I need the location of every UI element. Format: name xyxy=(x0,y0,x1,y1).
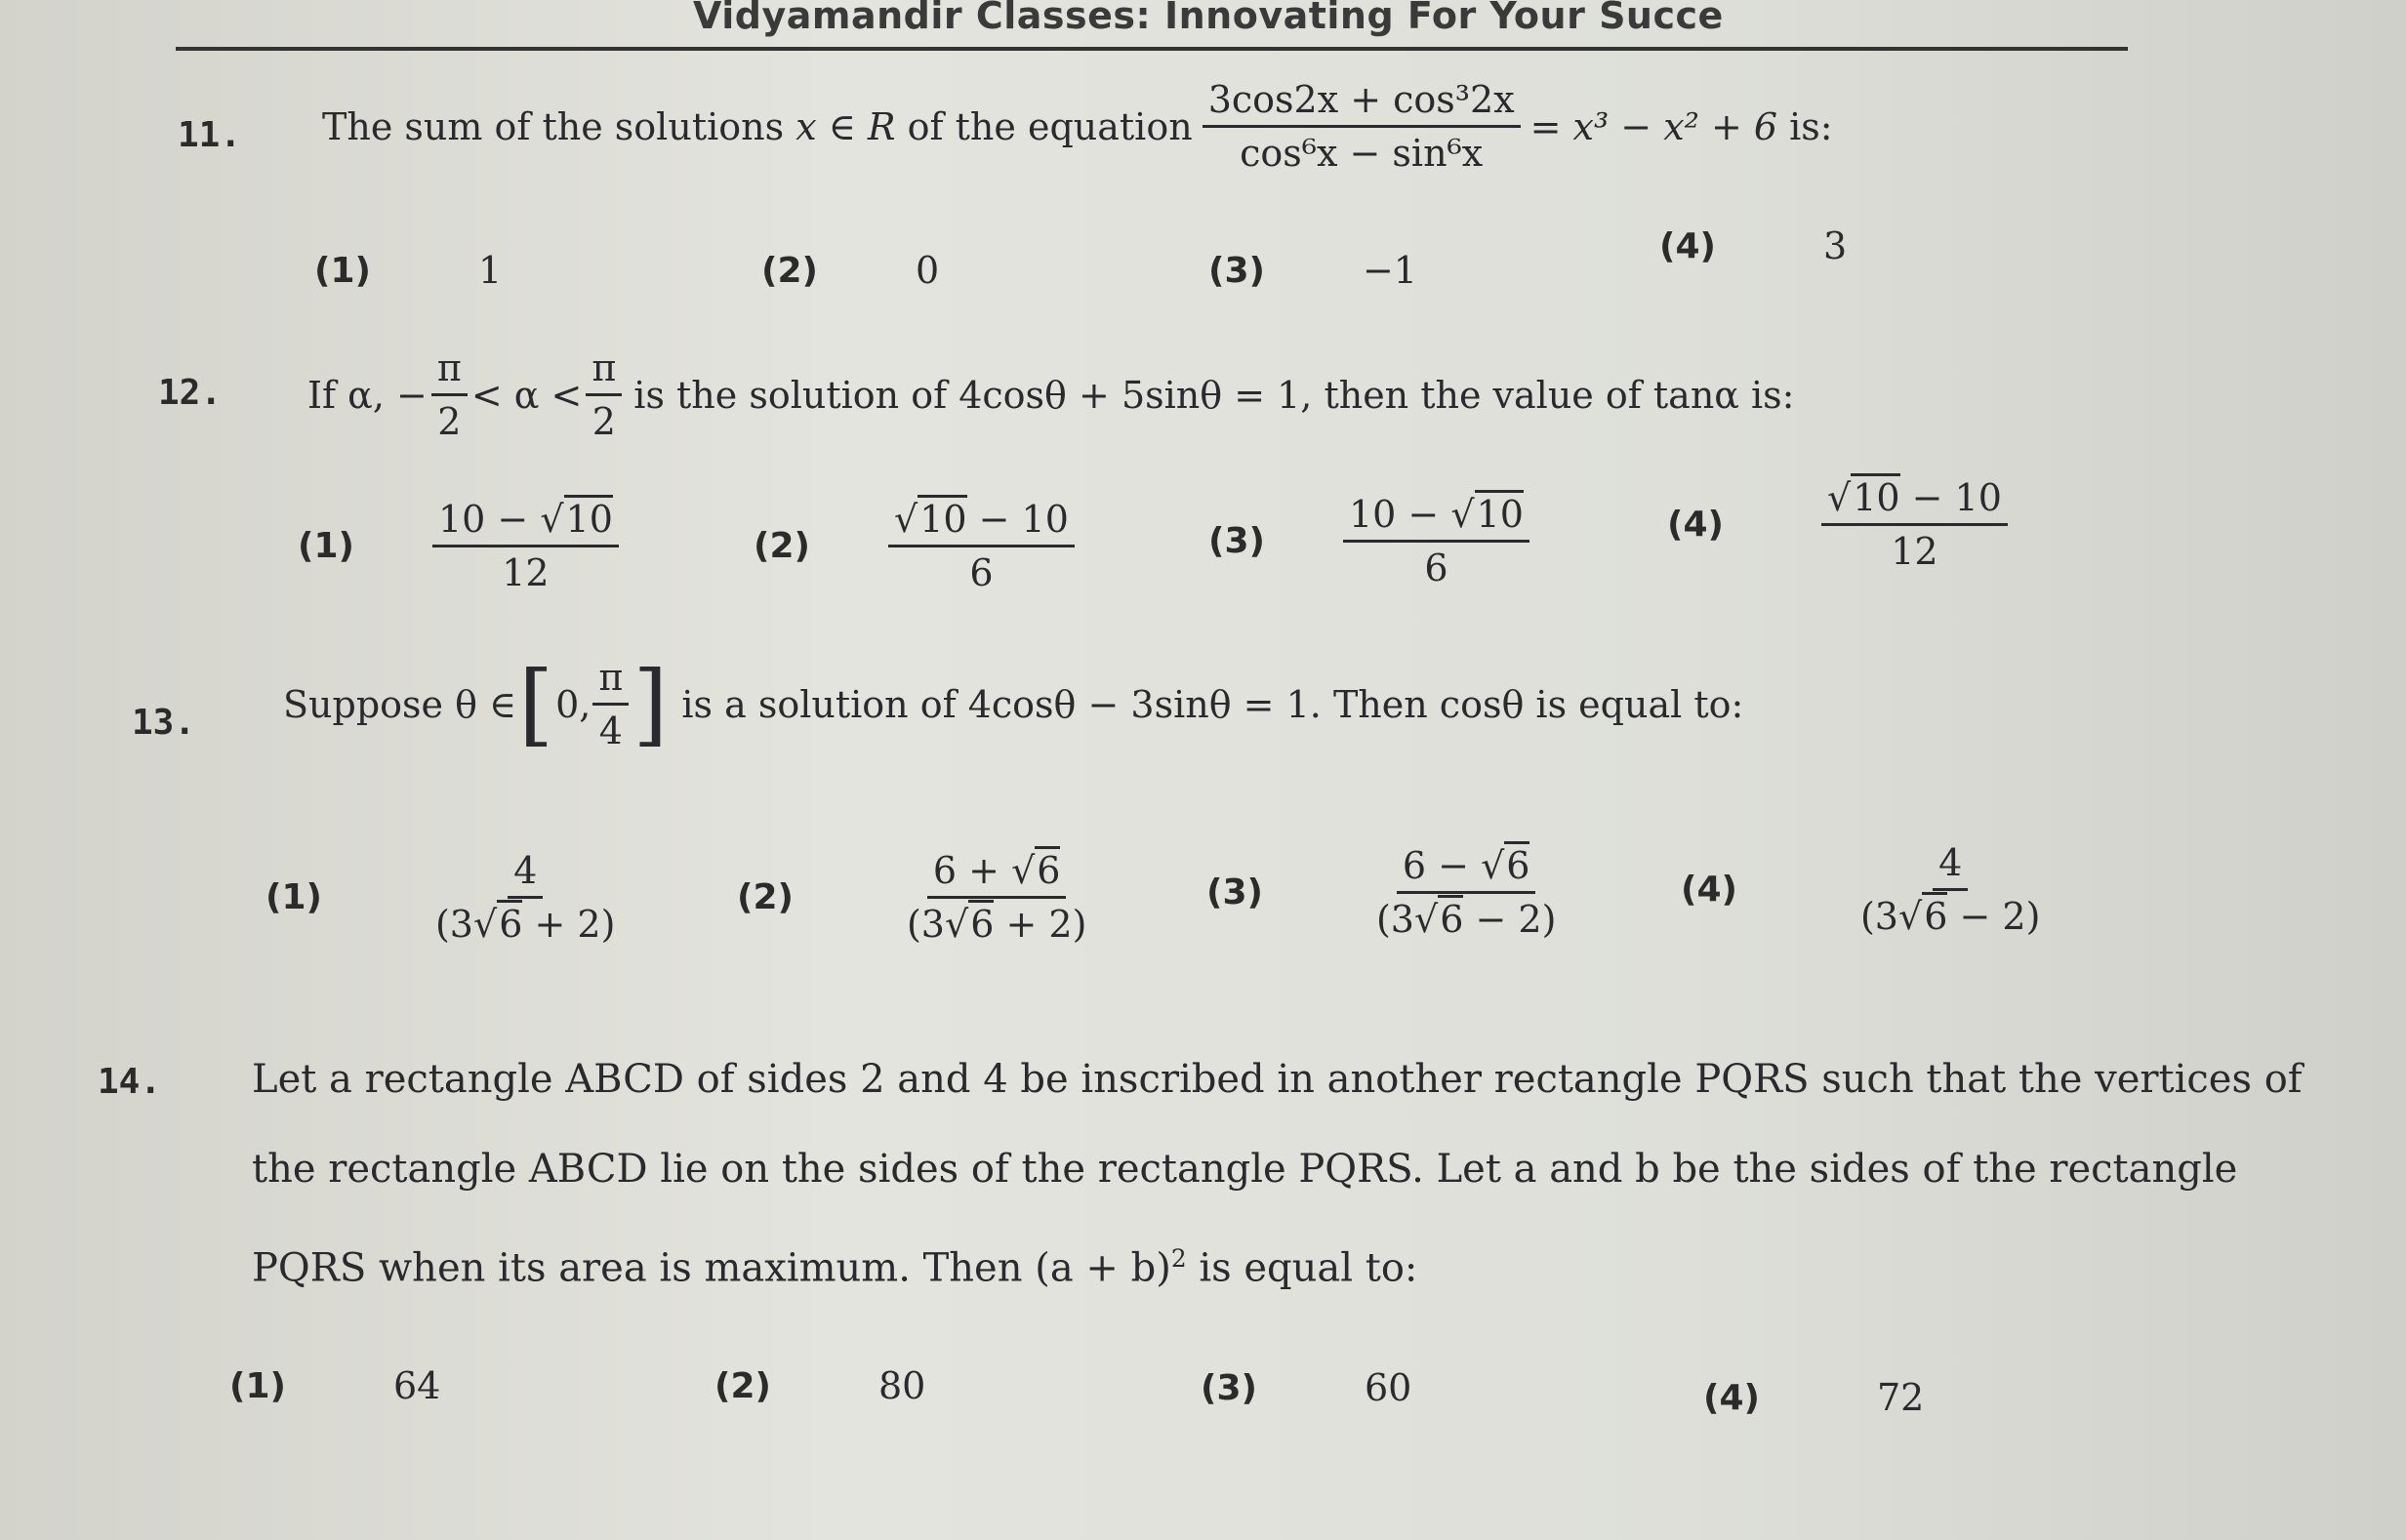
num-part: − 10 xyxy=(1899,476,2002,519)
option-fraction: $\frac{√10 - 10}{12}$ xyxy=(1821,476,2008,573)
option-label: (2) xyxy=(737,877,794,917)
q14-line-3b: is equal to: xyxy=(1186,1245,1418,1291)
option[interactable] xyxy=(1206,844,1571,941)
q11-frac-numerator: 3cos2x + cos³2x xyxy=(1203,78,1521,128)
option-label: (1) xyxy=(298,526,354,566)
radicand: 6 xyxy=(968,900,994,946)
den-part: (3 xyxy=(906,903,945,946)
q11-var: x ∈ R xyxy=(795,104,896,148)
option[interactable] xyxy=(298,498,629,594)
q13-mid: is a solution of 4cosθ − 3sinθ = 1. Then cosθ is equal to: xyxy=(681,682,1744,726)
denominator: 6 xyxy=(1424,547,1448,589)
q12-prefix: If α, − xyxy=(307,373,428,417)
option-value: 60 xyxy=(1364,1366,1412,1409)
option[interactable] xyxy=(1681,841,2056,938)
radicand: 6 xyxy=(1035,846,1060,892)
q13-prefix: Suppose θ ∈ xyxy=(283,682,517,726)
option-value: 1 xyxy=(477,249,503,292)
radicand: 6 xyxy=(1922,892,1947,938)
option-value: 64 xyxy=(392,1364,441,1407)
left-bracket: [ xyxy=(518,651,554,756)
radicand: 6 xyxy=(1504,841,1529,887)
q11-prefix: The sum of the solutions xyxy=(322,104,785,148)
question-number: 14. xyxy=(98,1062,162,1102)
denominator: 2 xyxy=(437,400,462,443)
option-fraction: $\frac{6 + √6}{(3√6 + 2)}$ xyxy=(901,849,1092,946)
num-part: − 10 xyxy=(966,498,1069,541)
option-fraction: $\frac{√10 - 10}{6}$ xyxy=(888,498,1075,594)
option-label: (4) xyxy=(1681,870,1737,910)
option[interactable] xyxy=(714,1364,925,1407)
den-part: + 2) xyxy=(994,903,1087,946)
option[interactable] xyxy=(737,849,1102,946)
option-label: (3) xyxy=(1206,872,1263,912)
option-label: (1) xyxy=(314,250,371,291)
q14-line-2: the rectangle ABCD lie on the sides of the rectangle PQRS. Let a and b be the sides of the rectangle xyxy=(252,1147,2238,1192)
question-text xyxy=(307,346,1795,443)
radicand: 10 xyxy=(564,495,613,541)
num-part: 6 − xyxy=(1402,844,1482,887)
radicand: 10 xyxy=(1475,490,1524,536)
question-number: 13. xyxy=(132,703,196,743)
option[interactable] xyxy=(1208,249,1417,292)
q14-exponent: 2 xyxy=(1170,1244,1187,1273)
header-title: Vidyamandir Classes: Innovating For Your Succe xyxy=(693,0,1724,37)
denominator: 12 xyxy=(1891,530,1938,573)
option[interactable] xyxy=(1703,1376,1924,1419)
q11-rhs: = x³ − x² + 6 xyxy=(1529,104,1778,148)
num-part: 10 − xyxy=(437,498,541,541)
radicand: 10 xyxy=(918,495,966,541)
q11-suffix: is: xyxy=(1789,104,1833,148)
den-part: (3 xyxy=(434,903,473,946)
den-part: (3 xyxy=(1859,895,1898,938)
option[interactable] xyxy=(1208,493,1539,589)
option-label: (3) xyxy=(1208,250,1265,291)
option[interactable] xyxy=(1667,476,2018,573)
option-label: (3) xyxy=(1201,1367,1257,1408)
option-label: (1) xyxy=(265,877,322,917)
option-label: (4) xyxy=(1703,1377,1760,1418)
option[interactable] xyxy=(1659,224,1847,267)
option[interactable] xyxy=(314,249,502,292)
den-part: (3 xyxy=(1375,898,1414,941)
option-value: 80 xyxy=(877,1364,926,1407)
numerator: 4 xyxy=(1933,841,1968,891)
q11-mid: of the equation xyxy=(907,104,1193,148)
option-fraction: $\frac{10 - √10}{6}$ xyxy=(1343,493,1529,589)
option[interactable] xyxy=(229,1364,440,1407)
q14-line-3 xyxy=(252,1214,2360,1313)
option-label: (2) xyxy=(754,526,810,566)
option-label: (4) xyxy=(1667,505,1724,545)
pi-symbol: π xyxy=(431,346,468,396)
right-bracket: ] xyxy=(632,651,669,756)
q12-lt-alpha: < α < xyxy=(470,373,583,417)
q13-pi-over-4 xyxy=(592,656,629,752)
denominator: 2 xyxy=(591,400,616,443)
option-label: (4) xyxy=(1659,225,1716,266)
option-value: 0 xyxy=(915,249,940,292)
question-text xyxy=(322,78,1833,175)
q11-frac-denominator: cos⁶x − sin⁶x xyxy=(1240,132,1484,175)
den-part: − 2) xyxy=(1947,895,2041,938)
question-text xyxy=(283,651,1744,756)
pi-symbol: π xyxy=(592,656,629,706)
q13-zero: 0, xyxy=(555,682,591,726)
den-part: − 2) xyxy=(1463,898,1557,941)
option-label: (2) xyxy=(714,1365,771,1406)
option[interactable] xyxy=(265,849,631,946)
num-part: 6 + xyxy=(932,849,1012,892)
option-label: (3) xyxy=(1208,521,1265,561)
q14-line-3a: PQRS when its area is maximum. Then (a + b) xyxy=(252,1245,1171,1291)
numerator: 4 xyxy=(508,849,543,899)
option-value: 72 xyxy=(1876,1376,1925,1419)
radicand: 10 xyxy=(1851,473,1899,519)
question-text xyxy=(252,1034,2360,1313)
denominator: 6 xyxy=(969,551,994,594)
option-fraction: $\frac{4}{(3√6 + 2)}$ xyxy=(434,849,616,946)
option[interactable] xyxy=(761,249,939,292)
radicand: 6 xyxy=(1438,895,1463,941)
option-fraction: $\frac{10 - √10}{12}$ xyxy=(432,498,619,594)
num-part: 10 − xyxy=(1348,493,1451,536)
q14-line-1: Let a rectangle ABCD of sides 2 and 4 be inscribed in another rectangle PQRS such that the vertices of xyxy=(252,1057,2303,1102)
question-number: 12. xyxy=(158,373,223,413)
den-part: + 2) xyxy=(522,903,616,946)
denominator: 12 xyxy=(502,551,550,594)
option-fraction: $\frac{6 - √6}{(3√6 - 2)}$ xyxy=(1370,844,1562,941)
pi-symbol: π xyxy=(586,346,622,396)
radicand: 6 xyxy=(497,900,522,946)
denominator: 4 xyxy=(598,709,623,752)
option-value: 3 xyxy=(1822,224,1848,267)
q11-fraction xyxy=(1203,78,1521,175)
option[interactable] xyxy=(1201,1366,1411,1409)
option-value: −1 xyxy=(1362,249,1417,292)
q12-pi-over-2-neg xyxy=(431,346,468,443)
option-fraction: $\frac{4}{(3√6 - 2)}$ xyxy=(1859,841,2041,938)
option-label: (2) xyxy=(761,250,818,291)
q12-mid: is the solution of 4cosθ + 5sinθ = 1, then the value of tanα is: xyxy=(633,373,1795,417)
option-label: (1) xyxy=(229,1365,286,1406)
page-header xyxy=(176,0,2128,51)
question-number: 11. xyxy=(178,115,242,155)
option[interactable] xyxy=(754,498,1084,594)
q12-pi-over-2 xyxy=(586,346,622,443)
